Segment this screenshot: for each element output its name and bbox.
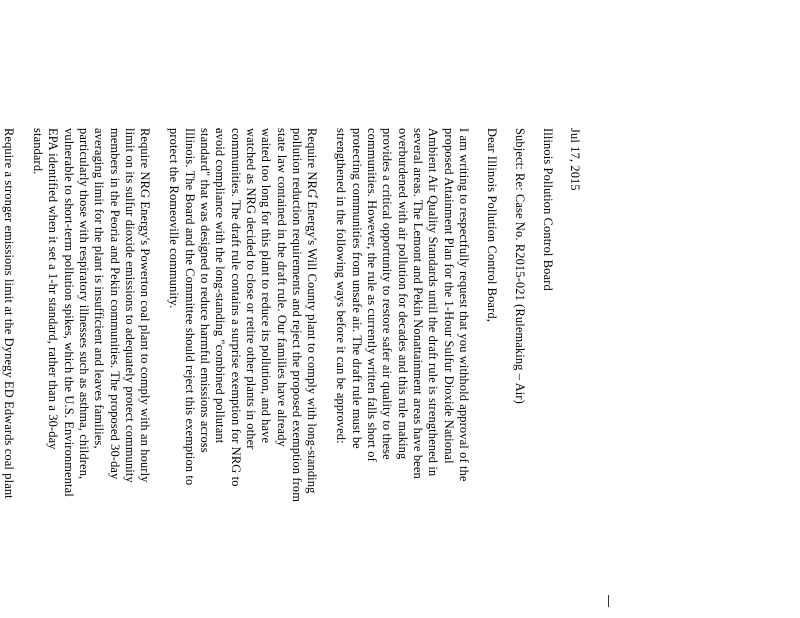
paragraph-line: communities. However, the rule as currently written falls short of bbox=[365, 128, 380, 462]
paragraph-line: avoid compliance with the long-standing "combined pollutant bbox=[213, 128, 228, 444]
letter-body bbox=[1, 128, 582, 616]
paragraph-line: pollution reduction requirements and reject the proposed exemption from bbox=[289, 128, 304, 503]
paragraph-line: proposed Attainment Plan for the 1-Hour Sulfur Dioxide National bbox=[441, 128, 456, 464]
paragraph-line: Illinois. The Board and the Committee should reject this exemption to bbox=[182, 128, 197, 486]
paragraph-line: members in the Peoria and Pekin communities. The proposed 30-day bbox=[107, 128, 122, 480]
paragraph-line: overburdened with air pollution for decades and this rule making bbox=[395, 128, 410, 460]
paragraph-line: waited too long for this plant to reduce its pollution, and have bbox=[259, 128, 274, 444]
paragraph-line: state law contained in the draft rule. Our families have already bbox=[274, 128, 289, 447]
paragraph-line: Require a stronger emissions limit at the Dynegy ED Edwards coal plant bbox=[1, 128, 16, 499]
letter-salutation: Dear Illinois Pollution Control Board, bbox=[485, 128, 500, 322]
paragraph-line: provides a critical opportunity to restore safer air quality to these bbox=[380, 128, 395, 460]
paragraph-line: limit on its sulfur dioxide emissions to adequately protect community bbox=[122, 128, 137, 483]
letter-paragraph-powerton bbox=[30, 128, 152, 616]
paragraph-line: Ambient Air Quality Standards until the draft rule is strengthened in bbox=[426, 128, 441, 477]
paragraph-line: communities. The draft rule contains a surprise exemption for NRG to bbox=[228, 128, 243, 487]
paragraph-line: Require NRG Energy's Will County plant to comply with long-standing bbox=[305, 128, 320, 494]
letter-date: Jul 17, 2015 bbox=[568, 128, 582, 191]
paragraph-line: several areas. The Lemont and Pekin Nonattainment areas have been bbox=[410, 128, 425, 479]
paragraph-line: watched as NRG decided to close or retire other plants in other bbox=[243, 128, 258, 450]
letter-paragraph-will-county bbox=[166, 128, 319, 616]
paragraph-line: Require NRG Energy's Powerton coal plant to comply with an hourly bbox=[138, 128, 153, 483]
paragraph-line: EPA identified when it set a 1-hr standard, rather than a 30-day bbox=[46, 128, 61, 450]
paragraph-line: vulnerable to short-term pollution spikes, which the U.S. Environmental bbox=[61, 128, 76, 497]
letter-paragraph-intro bbox=[333, 128, 471, 616]
paragraph-line: strengthened in the following ways before it can be approved: bbox=[334, 128, 349, 444]
letter-paragraph-ed-edwards bbox=[0, 128, 16, 616]
paragraph-line: particularly those with respiratory illnesses such as asthma, children, bbox=[76, 128, 91, 480]
paragraph-line: protect the Romeoville community. bbox=[167, 128, 182, 309]
paragraph-line: standard" that was designed to reduce harmful emissions across bbox=[198, 128, 213, 453]
scan-mark bbox=[608, 595, 609, 607]
letter-addressee: Illinois Pollution Control Board bbox=[540, 128, 555, 291]
paragraph-line: standard. bbox=[31, 128, 46, 175]
paragraph-line: averaging limit for the plant is insufficient and leaves families, bbox=[92, 128, 107, 449]
paragraph-line: protecting communities from unsafe air. The draft rule must be bbox=[349, 128, 364, 449]
letter-subject: Subject: Re: Case No. R2015-021 (Rulemaking – Air) bbox=[513, 128, 528, 404]
paragraph-line: I am writing to respectfully request that you withhold approval of the bbox=[456, 128, 471, 482]
